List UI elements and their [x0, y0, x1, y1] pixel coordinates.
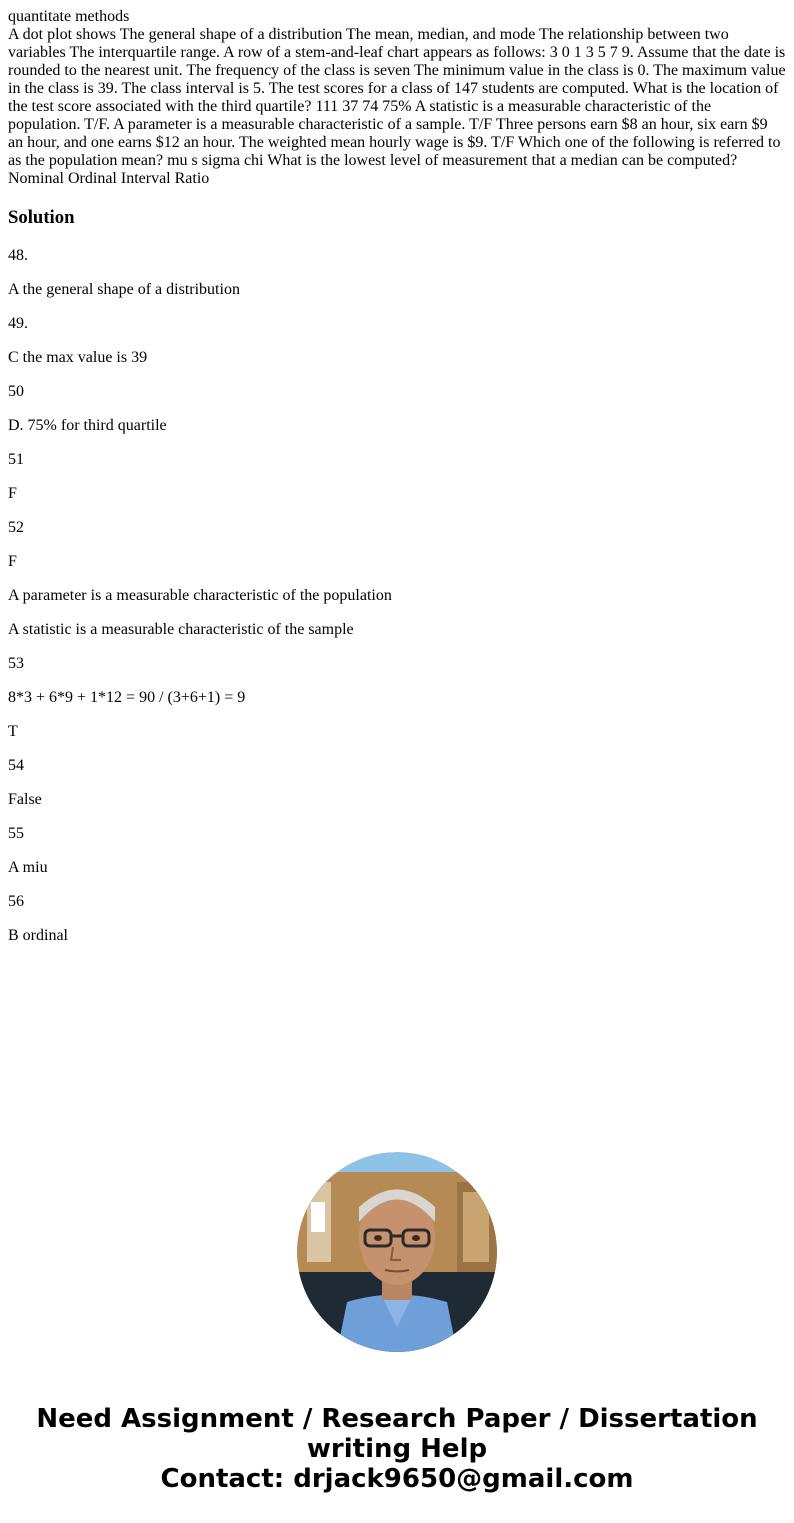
answer-line: 55 — [8, 825, 24, 842]
answer-line: 53 — [8, 655, 24, 672]
answer-line: D. 75% for third quartile — [8, 417, 167, 434]
promo-line-1: Need Assignment / Research Paper / Dissertation — [36, 1404, 758, 1434]
answer-line: B ordinal — [8, 927, 68, 944]
answer-line: 54 — [8, 757, 24, 774]
promo-contact-line: Contact: drjack9650@gmail.com — [160, 1464, 634, 1494]
solution-heading: Solution — [8, 207, 75, 228]
tutor-avatar — [297, 1152, 497, 1352]
document-title: quantitate methods — [8, 8, 130, 25]
answer-line: 51 — [8, 451, 24, 468]
answer-line: 49. — [8, 315, 28, 332]
promo-banner — [0, 1404, 794, 1494]
answer-line: A parameter is a measurable characteristic of the population — [8, 587, 392, 604]
answer-line: C the max value is 39 — [8, 349, 148, 366]
question-text: A dot plot shows The general shape of a distribution The mean, median, and mode The relationship between two variables The interquartile range. A row of a stem-and-leaf chart appears as follows: 3 0 1 3 5 7 9. Assume that the date is rounded to the nearest unit. The frequency of the class is seven The minimum value in the class is 0. The maximum value in the class is 39. The class interval is 5. The test scores for a class of 147 students are computed. What is the location of the test score associated with the third quartile? 111 37 74 75% A statistic is a measurable characteristic of the population. T/F. A parameter is a measurable characteristic of a sample. T/F Three persons earn $8 an hour, six earn $9 an hour, and one earns $12 an hour. The weighted mean hourly wage is $9. T/F Which one of the following is referred to as the population mean? mu s sigma chi What is the lowest level of measurement that a median can be computed? Nominal Ordinal Interval Ratio — [8, 26, 786, 187]
answer-line: 8*3 + 6*9 + 1*12 = 90 / (3+6+1) = 9 — [8, 689, 246, 706]
answer-line: 50 — [8, 383, 24, 400]
answer-line: A miu — [8, 859, 48, 876]
promo-section — [0, 1152, 794, 1352]
answer-line: 56 — [8, 893, 24, 910]
answer-line: F — [8, 553, 17, 570]
answer-line: 52 — [8, 519, 24, 536]
solution-answers — [8, 247, 786, 945]
answer-line: 48. — [8, 247, 28, 264]
answer-line: A statistic is a measurable characteristic of the sample — [8, 621, 354, 638]
answer-line: A the general shape of a distribution — [8, 281, 240, 298]
answer-line: F — [8, 485, 17, 502]
answer-line: False — [8, 791, 42, 808]
answer-line: T — [8, 723, 18, 740]
promo-line-2: writing Help — [306, 1434, 488, 1464]
